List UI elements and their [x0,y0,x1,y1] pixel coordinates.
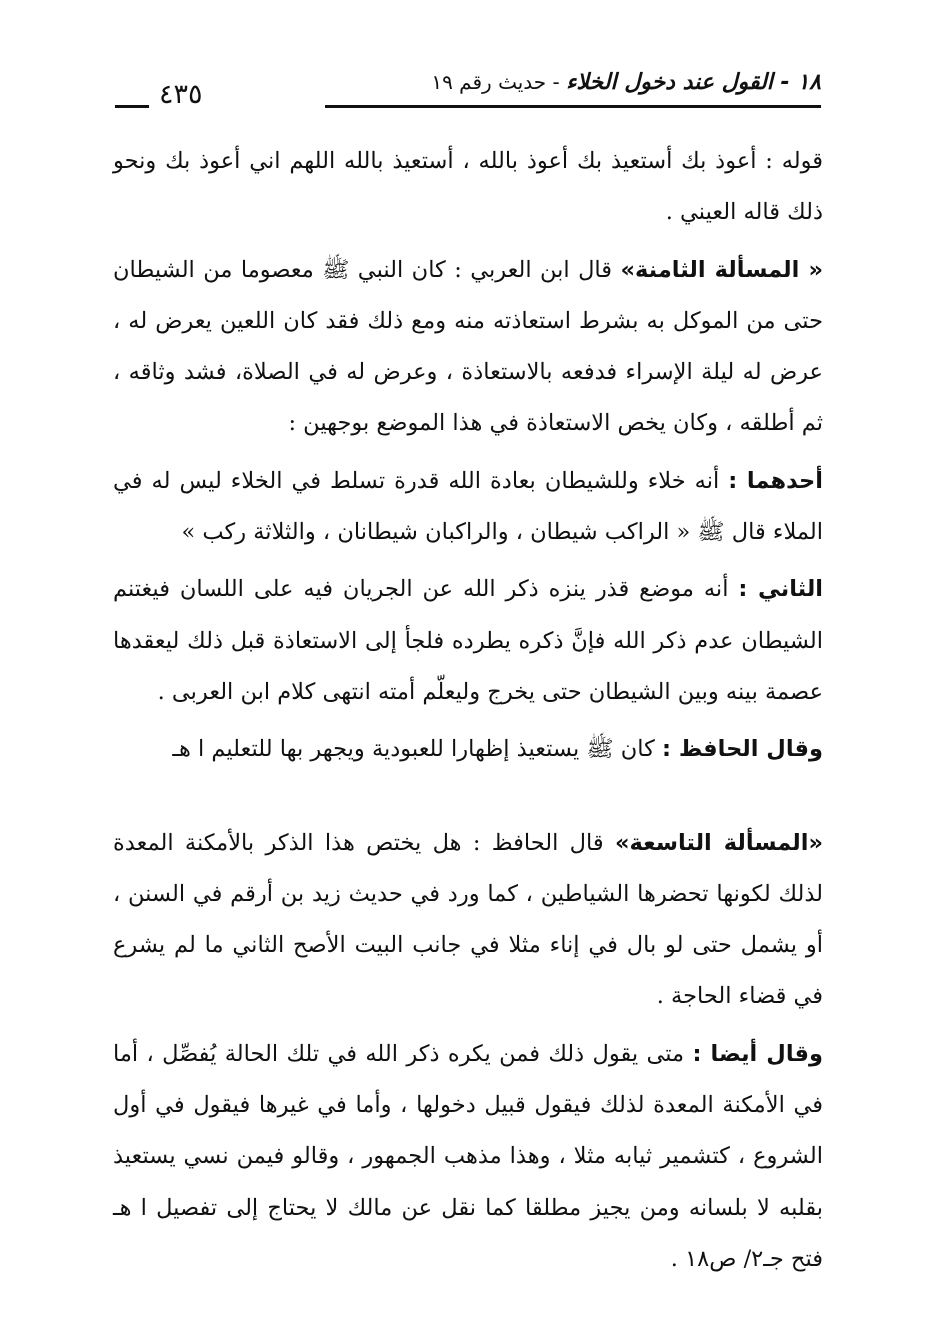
paragraph-text: أنه خلاء وللشيطان بعادة الله قدرة تسلط في الخلاء ليس له في الملاء قال ﷺ « الراكب شيطان ، والراكبان شيطانان ، والثلاثة ركب » [113,467,823,546]
paragraph-masala-8 [113,245,823,450]
paragraph-lead: «المسألة التاسعة» [614,829,823,856]
running-header [115,70,821,114]
header-title-rest: - حديث رقم ١٩ [431,70,567,94]
header-dash [115,105,149,108]
paragraph-masala-9 [113,818,823,1023]
paragraph-text: قال الحافظ : هل يختص هذا الذكر بالأمكنة المعدة لذلك لكونها تحضرها الشياطين ، كما ورد في حديث زيد بن أرقم في السنن ، أو يشمل حتى لو بال في إناء مثلا في جانب البيت الأصح الثاني ما لم يشرع في قضاء الحاجة . [113,829,823,1010]
page-number: ٤٣٥ [153,80,209,110]
header-title [431,70,821,95]
paragraph-lead: الثاني : [738,576,823,603]
paragraph-lead: « المسألة الثامنة» [620,256,823,283]
paragraph-first-reason [113,456,823,559]
paragraph-hafiz [113,724,823,775]
paragraph-lead: وقال أيضا : [692,1040,823,1067]
paragraph-text: كان ﷺ يستعيذ إظهارا للعبودية ويجهر بها للتعليم ا هـ [172,736,662,763]
paragraph-text: قال ابن العربي : كان النبي ﷺ معصوما من الشيطان حتى من الموكل به بشرط استعاذته منه ومع ذلك فقد كان اللعين يعرض له ، عرض له ليلة الإسراء فدفعه بالاستعاذة ، وعرض له في الصلاة، فشد وثاقه ، ثم أطلقه ، وكان يخص الاستعاذة في هذا الموضع بوجهين : [113,256,823,437]
page-body [113,136,823,1285]
paragraph-text: متى يقول ذلك فمن يكره ذكر الله في تلك الحالة يُفصِّل ، أما في الأمكنة المعدة لذلك فيقول قبيل دخولها ، وأما في غيرها فيقول في أول الشروع ، كتشمير ثيابه مثلا ، وهذا مذهب الجمهور ، وقالو فيمن نسي يستعيذ بقلبه لا بلسانه ومن يجيز مطلقا كما نقل عن مالك لا يحتاج إلى تفصيل ا هـ فتح جـ٢/ ص١٨ . [113,1040,823,1272]
header-rule [325,105,821,108]
paragraph-second-reason [113,564,823,718]
paragraph-lead: وقال الحافظ : [661,736,823,763]
paragraph-lead: أحدهما : [728,467,823,494]
header-title-bold: ١٨ - القول عند دخول الخلاء [566,70,821,95]
paragraph-1: قوله : أعوذ بك أستعيذ بك أعوذ بالله ، أستعيذ بالله اللهم اني أعوذ بك ونحو ذلك قاله العيني . [113,148,823,226]
paragraph-qala-aydan [113,1029,823,1285]
paragraph-text: أنه موضع قذر ينزه ذكر الله عن الجريان فيه على اللسان فيغتنم الشيطان عدم ذكر الله فإنَّ ذكره يطرده فلجأ إلى الاستعاذة قبل ذلك ليعقدها عصمة بينه وبين الشيطان حتى يخرج وليعلّم أمته انتهى كلام ابن العربى . [113,576,823,705]
